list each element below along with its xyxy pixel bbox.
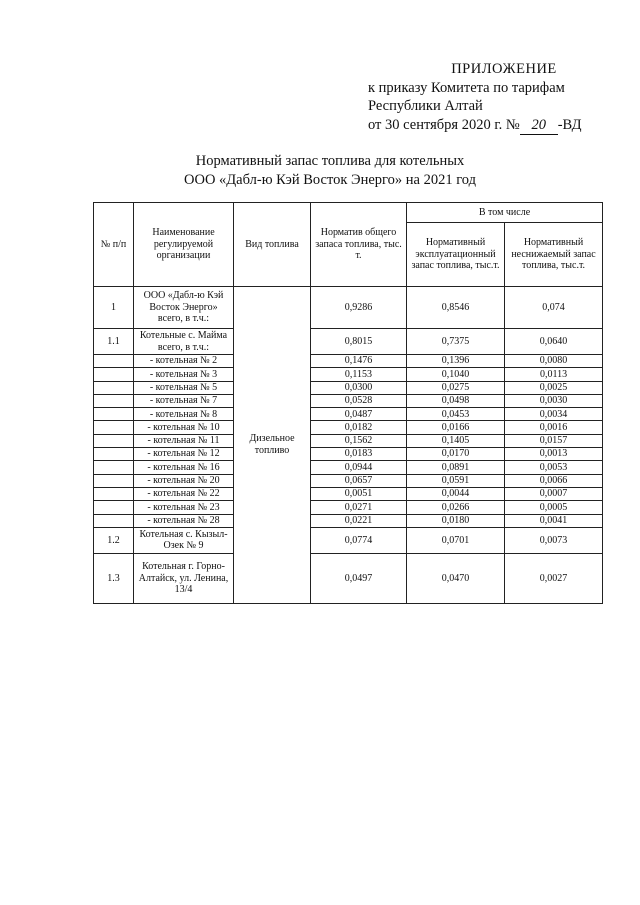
table-row	[94, 474, 603, 487]
row-reserve: 0,0066	[505, 474, 603, 487]
row-reserve: 0,0016	[505, 421, 603, 434]
table-row	[94, 514, 603, 527]
row-operational: 0,0498	[407, 394, 505, 407]
document-title-line-2: ООО «Дабл-ю Кэй Восток Энерго» на 2021 год	[184, 172, 476, 188]
header-fuel: Вид топлива	[234, 203, 311, 287]
document-title	[180, 152, 480, 190]
row-reserve: 0,0157	[505, 434, 603, 447]
row-name: Котельные с. Майма всего, в т.ч.:	[134, 329, 234, 355]
row-num: 1	[94, 287, 134, 329]
row-operational: 0,0591	[407, 474, 505, 487]
row-name: - котельная № 2	[134, 355, 234, 368]
row-total: 0,0271	[311, 501, 407, 514]
row-total: 0,8015	[311, 329, 407, 355]
header-num: № п/п	[94, 203, 134, 287]
table-row	[94, 461, 603, 474]
table-row	[94, 487, 603, 500]
row-reserve: 0,0007	[505, 487, 603, 500]
row-name: - котельная № 5	[134, 381, 234, 394]
row-total: 0,0221	[311, 514, 407, 527]
table-row	[94, 421, 603, 434]
row-num	[94, 461, 134, 474]
header-reserve: Нормативный неснижаемый запас топлива, тыс.т.	[505, 223, 603, 287]
row-operational: 0,1040	[407, 368, 505, 381]
row-name: - котельная № 7	[134, 394, 234, 407]
row-total: 0,1153	[311, 368, 407, 381]
row-total: 0,1476	[311, 355, 407, 368]
row-name: - котельная № 20	[134, 474, 234, 487]
row-name: Котельная г. Горно-Алтайск, ул. Ленина, 13/4	[134, 553, 234, 603]
table-row	[94, 434, 603, 447]
row-total: 0,0183	[311, 448, 407, 461]
appendix-title: ПРИЛОЖЕНИЕ	[451, 61, 557, 77]
row-reserve: 0,0053	[505, 461, 603, 474]
row-reserve: 0,0080	[505, 355, 603, 368]
table-row	[94, 408, 603, 421]
header-including: В том числе	[407, 203, 603, 223]
row-total: 0,0528	[311, 394, 407, 407]
row-name: - котельная № 12	[134, 448, 234, 461]
row-num	[94, 448, 134, 461]
row-name: - котельная № 11	[134, 434, 234, 447]
appendix-line-2: Республики Алтай	[368, 98, 483, 114]
row-operational: 0,1405	[407, 434, 505, 447]
row-name: - котельная № 3	[134, 368, 234, 381]
row-operational: 0,0701	[407, 527, 505, 553]
row-name: - котельная № 22	[134, 487, 234, 500]
row-operational: 0,1396	[407, 355, 505, 368]
row-num	[94, 514, 134, 527]
row-num: 1.2	[94, 527, 134, 553]
row-total: 0,0497	[311, 553, 407, 603]
appendix-line-3	[368, 116, 628, 136]
table-row	[94, 287, 603, 329]
row-name: - котельная № 8	[134, 408, 234, 421]
table-row	[94, 329, 603, 355]
row-reserve: 0,0025	[505, 381, 603, 394]
row-num	[94, 408, 134, 421]
header-org: Наименование регулируемой организации	[134, 203, 234, 287]
row-name: - котельная № 23	[134, 501, 234, 514]
row-operational: 0,0891	[407, 461, 505, 474]
table-row	[94, 355, 603, 368]
table-row	[94, 448, 603, 461]
row-operational: 0,0275	[407, 381, 505, 394]
row-operational: 0,0166	[407, 421, 505, 434]
row-total: 0,0657	[311, 474, 407, 487]
row-operational: 0,8546	[407, 287, 505, 329]
row-num	[94, 394, 134, 407]
appendix-line-1: к приказу Комитета по тарифам	[368, 79, 565, 96]
row-total: 0,0774	[311, 527, 407, 553]
row-name: - котельная № 16	[134, 461, 234, 474]
row-reserve: 0,0073	[505, 527, 603, 553]
row-operational: 0,0170	[407, 448, 505, 461]
row-operational: 0,7375	[407, 329, 505, 355]
row-operational: 0,0044	[407, 487, 505, 500]
document-title-line-1: Нормативный запас топлива для котельных	[195, 153, 465, 169]
header-operational: Нормативный эксплуатационный запас топлива, тыс.т.	[407, 223, 505, 287]
table-row	[94, 553, 603, 603]
order-date-text: от 30 сентября 2020 г. №	[368, 116, 520, 133]
table-row	[94, 394, 603, 407]
row-name: - котельная № 28	[134, 514, 234, 527]
row-num	[94, 381, 134, 394]
order-suffix: -ВД	[557, 116, 582, 133]
row-num	[94, 355, 134, 368]
order-number-handwritten: 20	[520, 116, 558, 136]
row-num	[94, 421, 134, 434]
row-reserve: 0,0640	[505, 329, 603, 355]
row-reserve: 0,0113	[505, 368, 603, 381]
header-total: Норматив общего запаса топлива, тыс. т.	[311, 203, 407, 287]
table-row	[94, 368, 603, 381]
row-total: 0,0051	[311, 487, 407, 500]
row-name: Котельная с. Кызыл-Озек № 9	[134, 527, 234, 553]
row-total: 0,0944	[311, 461, 407, 474]
table-row	[94, 381, 603, 394]
row-total: 0,1562	[311, 434, 407, 447]
row-reserve: 0,074	[505, 287, 603, 329]
row-operational: 0,0266	[407, 501, 505, 514]
row-total: 0,9286	[311, 287, 407, 329]
row-num: 1.3	[94, 553, 134, 603]
row-num	[94, 474, 134, 487]
row-operational: 0,0180	[407, 514, 505, 527]
row-num	[94, 487, 134, 500]
row-total: 0,0300	[311, 381, 407, 394]
row-reserve: 0,0013	[505, 448, 603, 461]
row-num: 1.1	[94, 329, 134, 355]
fuel-reserve-table	[93, 202, 603, 604]
row-reserve: 0,0041	[505, 514, 603, 527]
row-num	[94, 434, 134, 447]
row-reserve: 0,0005	[505, 501, 603, 514]
row-reserve: 0,0027	[505, 553, 603, 603]
row-num	[94, 368, 134, 381]
row-operational: 0,0470	[407, 553, 505, 603]
row-operational: 0,0453	[407, 408, 505, 421]
row-name: - котельная № 10	[134, 421, 234, 434]
row-num	[94, 501, 134, 514]
row-total: 0,0487	[311, 408, 407, 421]
table-row	[94, 527, 603, 553]
appendix-header	[368, 60, 628, 135]
row-reserve: 0,0030	[505, 394, 603, 407]
table-row	[94, 501, 603, 514]
row-reserve: 0,0034	[505, 408, 603, 421]
row-name: ООО «Дабл-ю Кэй Восток Энерго» всего, в т.ч.:	[134, 287, 234, 329]
fuel-type-cell: Дизельное топливо	[234, 287, 311, 604]
row-total: 0,0182	[311, 421, 407, 434]
